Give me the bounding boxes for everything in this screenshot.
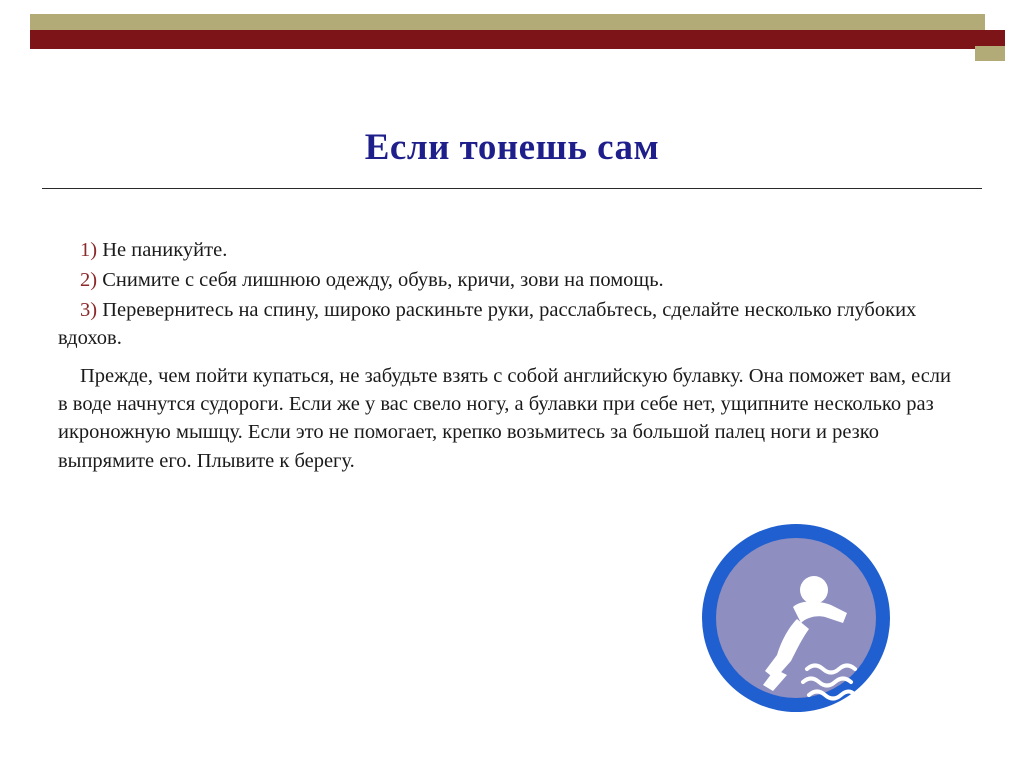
slide-body [58, 236, 963, 475]
body-paragraph: Прежде, чем пойти купаться, не забудьте взять с собой английскую булавку. Она поможет вам, если в воде начнутся судороги. Если же у вас свело ногу, а булавки при себе нет, ущипните несколько раз икроножную мышцу. Если это не помогает, крепко возьмитесь за большой палец ноги и резко выпрямите его. Плывите к берегу. [58, 365, 952, 472]
list-item-text: Не паникуйте. [97, 239, 228, 261]
list-item-number: 1) [80, 239, 98, 261]
decoration-bar-tan-top [30, 14, 985, 30]
decoration-bar-red-thin [30, 46, 975, 49]
list-item-number: 3) [80, 299, 98, 322]
drowning-person-warning-icon [697, 519, 895, 717]
list-item-number: 2) [80, 269, 98, 292]
page-title: Если тонешь сам [364, 127, 660, 168]
list-item-text: Снимите с себя лишнюю одежду, обувь, кричи, зови на помощь. [97, 269, 664, 292]
decoration-bar-tan-right [975, 46, 1005, 61]
list-item-text: Перевернитесь на спину, широко раскиньте руки, расслабьтесь, сделайте несколько глубоких вдохов. [58, 299, 917, 350]
decoration-bar-red [30, 30, 1005, 46]
slide-header-decoration [0, 0, 1024, 70]
title-divider [42, 188, 982, 189]
list-item [58, 266, 963, 294]
list-item [58, 296, 963, 352]
list-item [58, 236, 963, 264]
